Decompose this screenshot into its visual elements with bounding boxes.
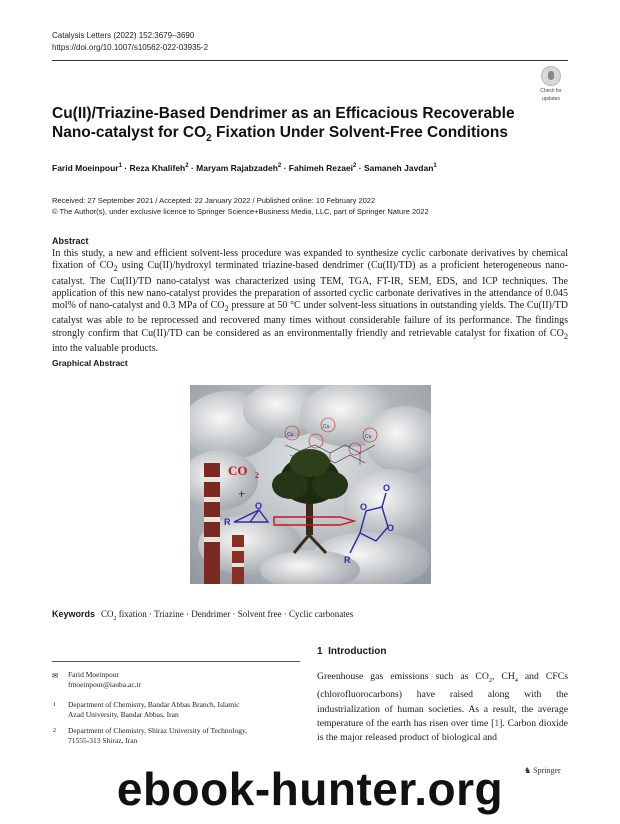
- watermark: ebook-hunter.org: [116, 763, 504, 815]
- ga-o-carbonyl: O: [383, 483, 391, 493]
- springer-horse-icon: ♞: [524, 766, 534, 775]
- check-for-updates-badge[interactable]: [534, 66, 568, 102]
- chimney-center: [232, 535, 244, 584]
- journal-citation: Catalysis Letters (2022) 152:3679–3690: [52, 31, 195, 40]
- ga-plus: +: [238, 486, 246, 501]
- publication-dates: [52, 195, 429, 217]
- introduction-text: Greenhouse gas emissions such as $CO_2$, $CH_4$ and CFCs (chlorofluorocarbons) have raised along with the industrialization of human societies. As a result, the average temperature of the earth has risen over time [1]. Carbon dioxide is the major released product of biological and: [317, 671, 568, 744]
- chimney-left: [204, 463, 220, 584]
- graphical-abstract-heading: Graphical Abstract: [52, 358, 128, 368]
- article-title: [52, 104, 522, 148]
- doi-link[interactable]: https://doi.org/10.1007/s10562-022-03935-2: [52, 43, 209, 52]
- affiliation-2: Department of Chemistry, Shiraz University of Technology, 71555-313 Shiraz, Iran: [68, 726, 248, 745]
- author-list: Farid Moeinpour$^1$ · Reza Khalifeh$^2$ · Maryam Rajabzadeh$^2$ · Fahimeh Rezaei$^2$ · Samaneh Javdan$^1$: [52, 163, 437, 173]
- abstract-text: In this study, a new and efficient solvent-less procedure was expanded to synthesize cyclic carbonate derivatives by chemical fixation of $CO_2$ using Cu(II)/hydroxyl terminated triazine-based dendrimer (Cu(II)/TD) as a proficient heterogeneous nano-catalyst. The Cu(II)/TD nano-catalyst was characterized using TEM, TGA, FT-IR, SEM, EDS, and ICP techniques. The application of this new nano-catalyst provides the preparation of assorted cyclic carbonate derivatives in the attendance of 0.045 mol% of nano-catalyst and 0.3 MPa of $CO_2$ pressure at 50 °C under solvent-less situations in outstanding yields. The Cu(II)/TD catalyst was able to be reprocessed and recovered many times without considerable failure of its performance. The findings strongly confirm that Cu(II)/TD can be considered as an environmentally friendly and retrievable catalyst for fixation of $CO_2$ into the valuable products.: [52, 248, 568, 355]
- affiliation-1: Department of Chemistry, Bandar Abbas Branch, Islamic Azad University, Bandar Abbas, Iran: [68, 700, 240, 719]
- author-name[interactable]: Reza Khalifeh: [129, 163, 186, 173]
- corresponding-email[interactable]: fmoeinpour@iauba.ac.ir: [68, 680, 142, 689]
- footnote-rule: [52, 661, 300, 662]
- ga-r1: R: [224, 517, 231, 527]
- abstract-heading: Abstract: [52, 236, 89, 246]
- ga-co2-label: CO: [228, 463, 248, 478]
- author-name[interactable]: Fahimeh Rezaei: [288, 163, 354, 173]
- affiliation-num: 1: [53, 702, 56, 708]
- ga-co2-sub: 2: [255, 471, 259, 480]
- graphical-abstract-image: [190, 385, 431, 584]
- copyright-notice: © The Author(s), under exclusive licence to Springer Science+Business Media, LLC, part of Springer Nature 2022: [52, 207, 429, 216]
- ga-o-epoxide: O: [255, 501, 263, 511]
- title-line-1: Cu(II)/Triazine-Based Dendrimer as an Efficacious Recoverable: [52, 105, 515, 122]
- keywords: [52, 609, 353, 622]
- corresponding-author: Farid Moeinpour: [68, 670, 120, 679]
- ga-r2: R: [344, 555, 351, 565]
- journal-header: [52, 30, 208, 54]
- received-accepted-published: Received: 27 September 2021 / Accepted: 22 January 2022 / Published online: 10 February 2022: [52, 196, 376, 205]
- author-name[interactable]: Samaneh Javdan: [363, 163, 434, 173]
- svg-text:Cu: Cu: [323, 424, 330, 430]
- keywords-label: Keywords: [52, 609, 96, 619]
- svg-text:Cu: Cu: [287, 432, 294, 438]
- ga-o-ring2: O: [387, 523, 395, 533]
- author-name[interactable]: Maryam Rajabzadeh: [196, 163, 278, 173]
- reference-link[interactable]: 1: [494, 717, 500, 729]
- keywords-values: $CO_2$ fixation · Triazine · Dendrimer · Solvent free · Cyclic carbonates: [101, 609, 354, 622]
- header-rule: [52, 60, 568, 61]
- badge-line2: updates: [542, 96, 560, 102]
- affiliation-num: 2: [53, 728, 56, 734]
- graphical-abstract-illustration: [190, 385, 431, 584]
- title-line-2: Nano-catalyst for $CO_2$ Fixation Under Solvent-Free Conditions: [52, 124, 508, 145]
- correspondence: [68, 670, 141, 690]
- svg-text:Cu: Cu: [365, 434, 372, 440]
- introduction-heading: 1 Introduction: [317, 646, 387, 657]
- badge-line1: Check for: [540, 88, 562, 94]
- author-name[interactable]: Farid Moeinpour: [52, 163, 119, 173]
- bookmark-icon: [541, 66, 561, 86]
- envelope-icon: ✉: [52, 671, 59, 680]
- publisher-mark: ♞ Springer: [524, 766, 561, 775]
- ga-o-ring1: O: [360, 502, 368, 512]
